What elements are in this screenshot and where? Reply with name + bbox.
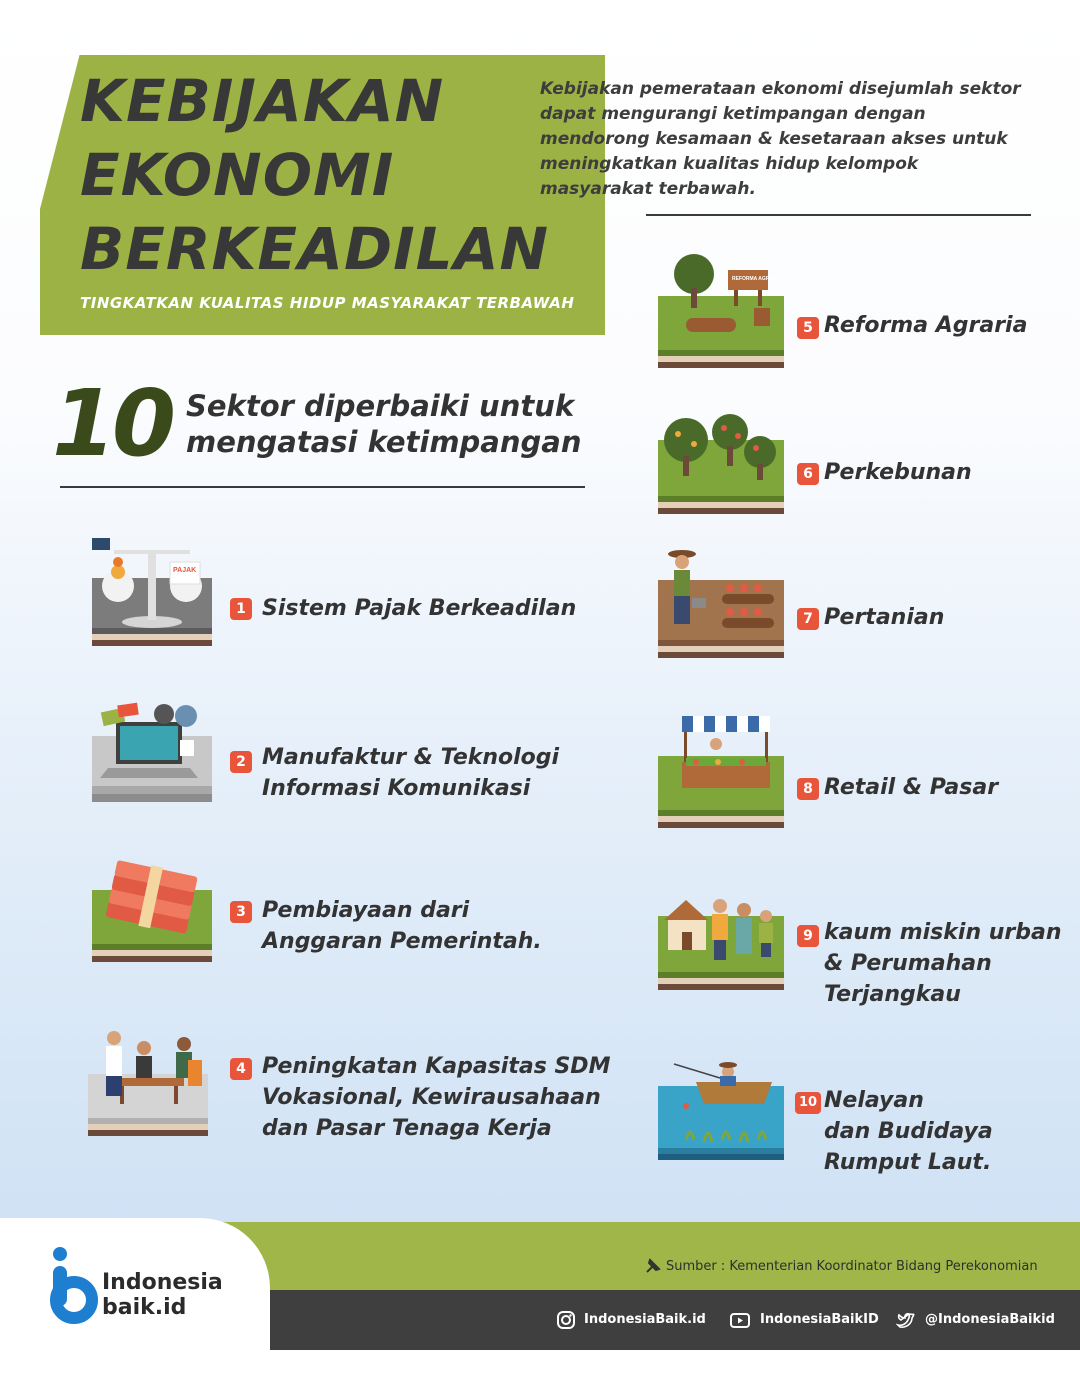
sector-5-line-1: Reforma Agraria (824, 313, 1028, 338)
instagram-handle[interactable]: IndonesiaBaik.id (584, 1312, 706, 1327)
sector-4-label (262, 1051, 610, 1144)
divider-right (646, 214, 1031, 216)
subtitle: TINGKATKAN KUALITAS HIDUP MASYARAKAT TERBAWAH (80, 294, 575, 312)
sector-2-line-1: Manufaktur & Teknologi (262, 745, 560, 770)
sector-6-label (824, 457, 972, 488)
sector-10-badge: 10 (795, 1092, 821, 1114)
pajak-sign: PAJAK (173, 567, 197, 574)
ten-line-1: Sektor diperbaiki untuk (186, 389, 575, 423)
sector-10-line-2: dan Budidaya (824, 1119, 993, 1144)
sector-9-badge: 9 (797, 925, 819, 947)
logo-line-2: baik.id (102, 1295, 187, 1320)
farmer-icon (656, 546, 784, 664)
meeting-icon (84, 1022, 212, 1140)
sector-6-badge: 6 (797, 463, 819, 485)
twitter-handle[interactable]: @IndonesiaBaikid (925, 1312, 1055, 1327)
sector-2-badge: 2 (230, 751, 252, 773)
sector-3-line-2: Anggaran Pemerintah. (262, 929, 542, 954)
source-text: Sumber : Kementerian Koordinator Bidang Perekonomian (666, 1259, 1038, 1274)
pin-icon (644, 1257, 662, 1275)
title-line-1: KEBIJAKAN (80, 67, 445, 135)
ten-line-2: mengatasi ketimpangan (186, 425, 582, 459)
tax-scale-icon (88, 532, 216, 650)
title-line-2: EKONOMI (80, 141, 395, 209)
instagram-icon (556, 1310, 576, 1330)
sector-7-line-1: Pertanian (824, 605, 945, 630)
divider-left (60, 486, 585, 488)
market-stall-icon (656, 712, 784, 830)
sector-2-line-2: Informasi Komunikasi (262, 776, 531, 801)
sector-3-label (262, 895, 542, 957)
sector-4-badge: 4 (230, 1058, 252, 1080)
fisherman-boat-icon (656, 1050, 784, 1168)
title-line-3: BERKEADILAN (80, 215, 550, 283)
youtube-icon (730, 1310, 750, 1330)
sector-9-label (824, 917, 1062, 1010)
sector-8-badge: 8 (797, 778, 819, 800)
youtube-handle[interactable]: IndonesiaBaikID (760, 1312, 879, 1327)
twitter-icon (896, 1310, 916, 1330)
sector-9-line-1: kaum miskin urban (824, 920, 1062, 945)
sector-1-label (262, 593, 576, 624)
laptop-icon (88, 700, 216, 818)
plantation-icon (656, 400, 784, 518)
sector-10-line-3: Rumput Laut. (824, 1150, 992, 1175)
sector-3-badge: 3 (230, 901, 252, 923)
intro-text: Kebijakan pemerataan ekonomi disejumlah sektor dapat mengurangi ketimpangan dengan mendorong kesamaan & kesetaraan akses untuk meningkatkan kualitas hidup kelompok masyarakat terbawah. (540, 79, 1021, 199)
logo-line-1: Indonesia (102, 1270, 223, 1295)
sector-1-line-1: Sistem Pajak Berkeadilan (262, 596, 577, 621)
ten-description (186, 388, 606, 460)
sector-5-badge: 5 (797, 317, 819, 339)
indonesiabaik-logo-icon (46, 1244, 98, 1324)
family-house-icon (656, 876, 784, 994)
sector-10-line-1: Nelayan (824, 1088, 924, 1113)
logo-wordmark (102, 1270, 223, 1320)
sector-4-line-1: Peningkatan Kapasitas SDM (262, 1054, 611, 1079)
sector-9-line-2: & Perumahan (824, 951, 992, 976)
sector-9-line-3: Terjangkau (824, 982, 961, 1007)
sector-6-line-1: Perkebunan (824, 460, 972, 485)
ten-number: 10 (52, 370, 173, 477)
sector-5-label (824, 310, 1027, 341)
sector-7-badge: 7 (797, 608, 819, 630)
land-trees-icon (656, 252, 784, 370)
sector-8-line-1: Retail & Pasar (824, 775, 999, 800)
sector-10-label (824, 1085, 993, 1178)
money-stack-icon (88, 850, 216, 968)
sector-7-label (824, 602, 944, 633)
sector-3-line-1: Pembiayaan dari (262, 898, 470, 923)
sector-1-badge: 1 (230, 598, 252, 620)
sector-4-line-2: Vokasional, Kewirausahaan (262, 1085, 601, 1110)
reforma-sign: REFORMA AGRARIA (732, 276, 782, 282)
sector-2-label (262, 742, 559, 804)
sector-8-label (824, 772, 998, 803)
sector-4-line-3: dan Pasar Tenaga Kerja (262, 1116, 552, 1141)
